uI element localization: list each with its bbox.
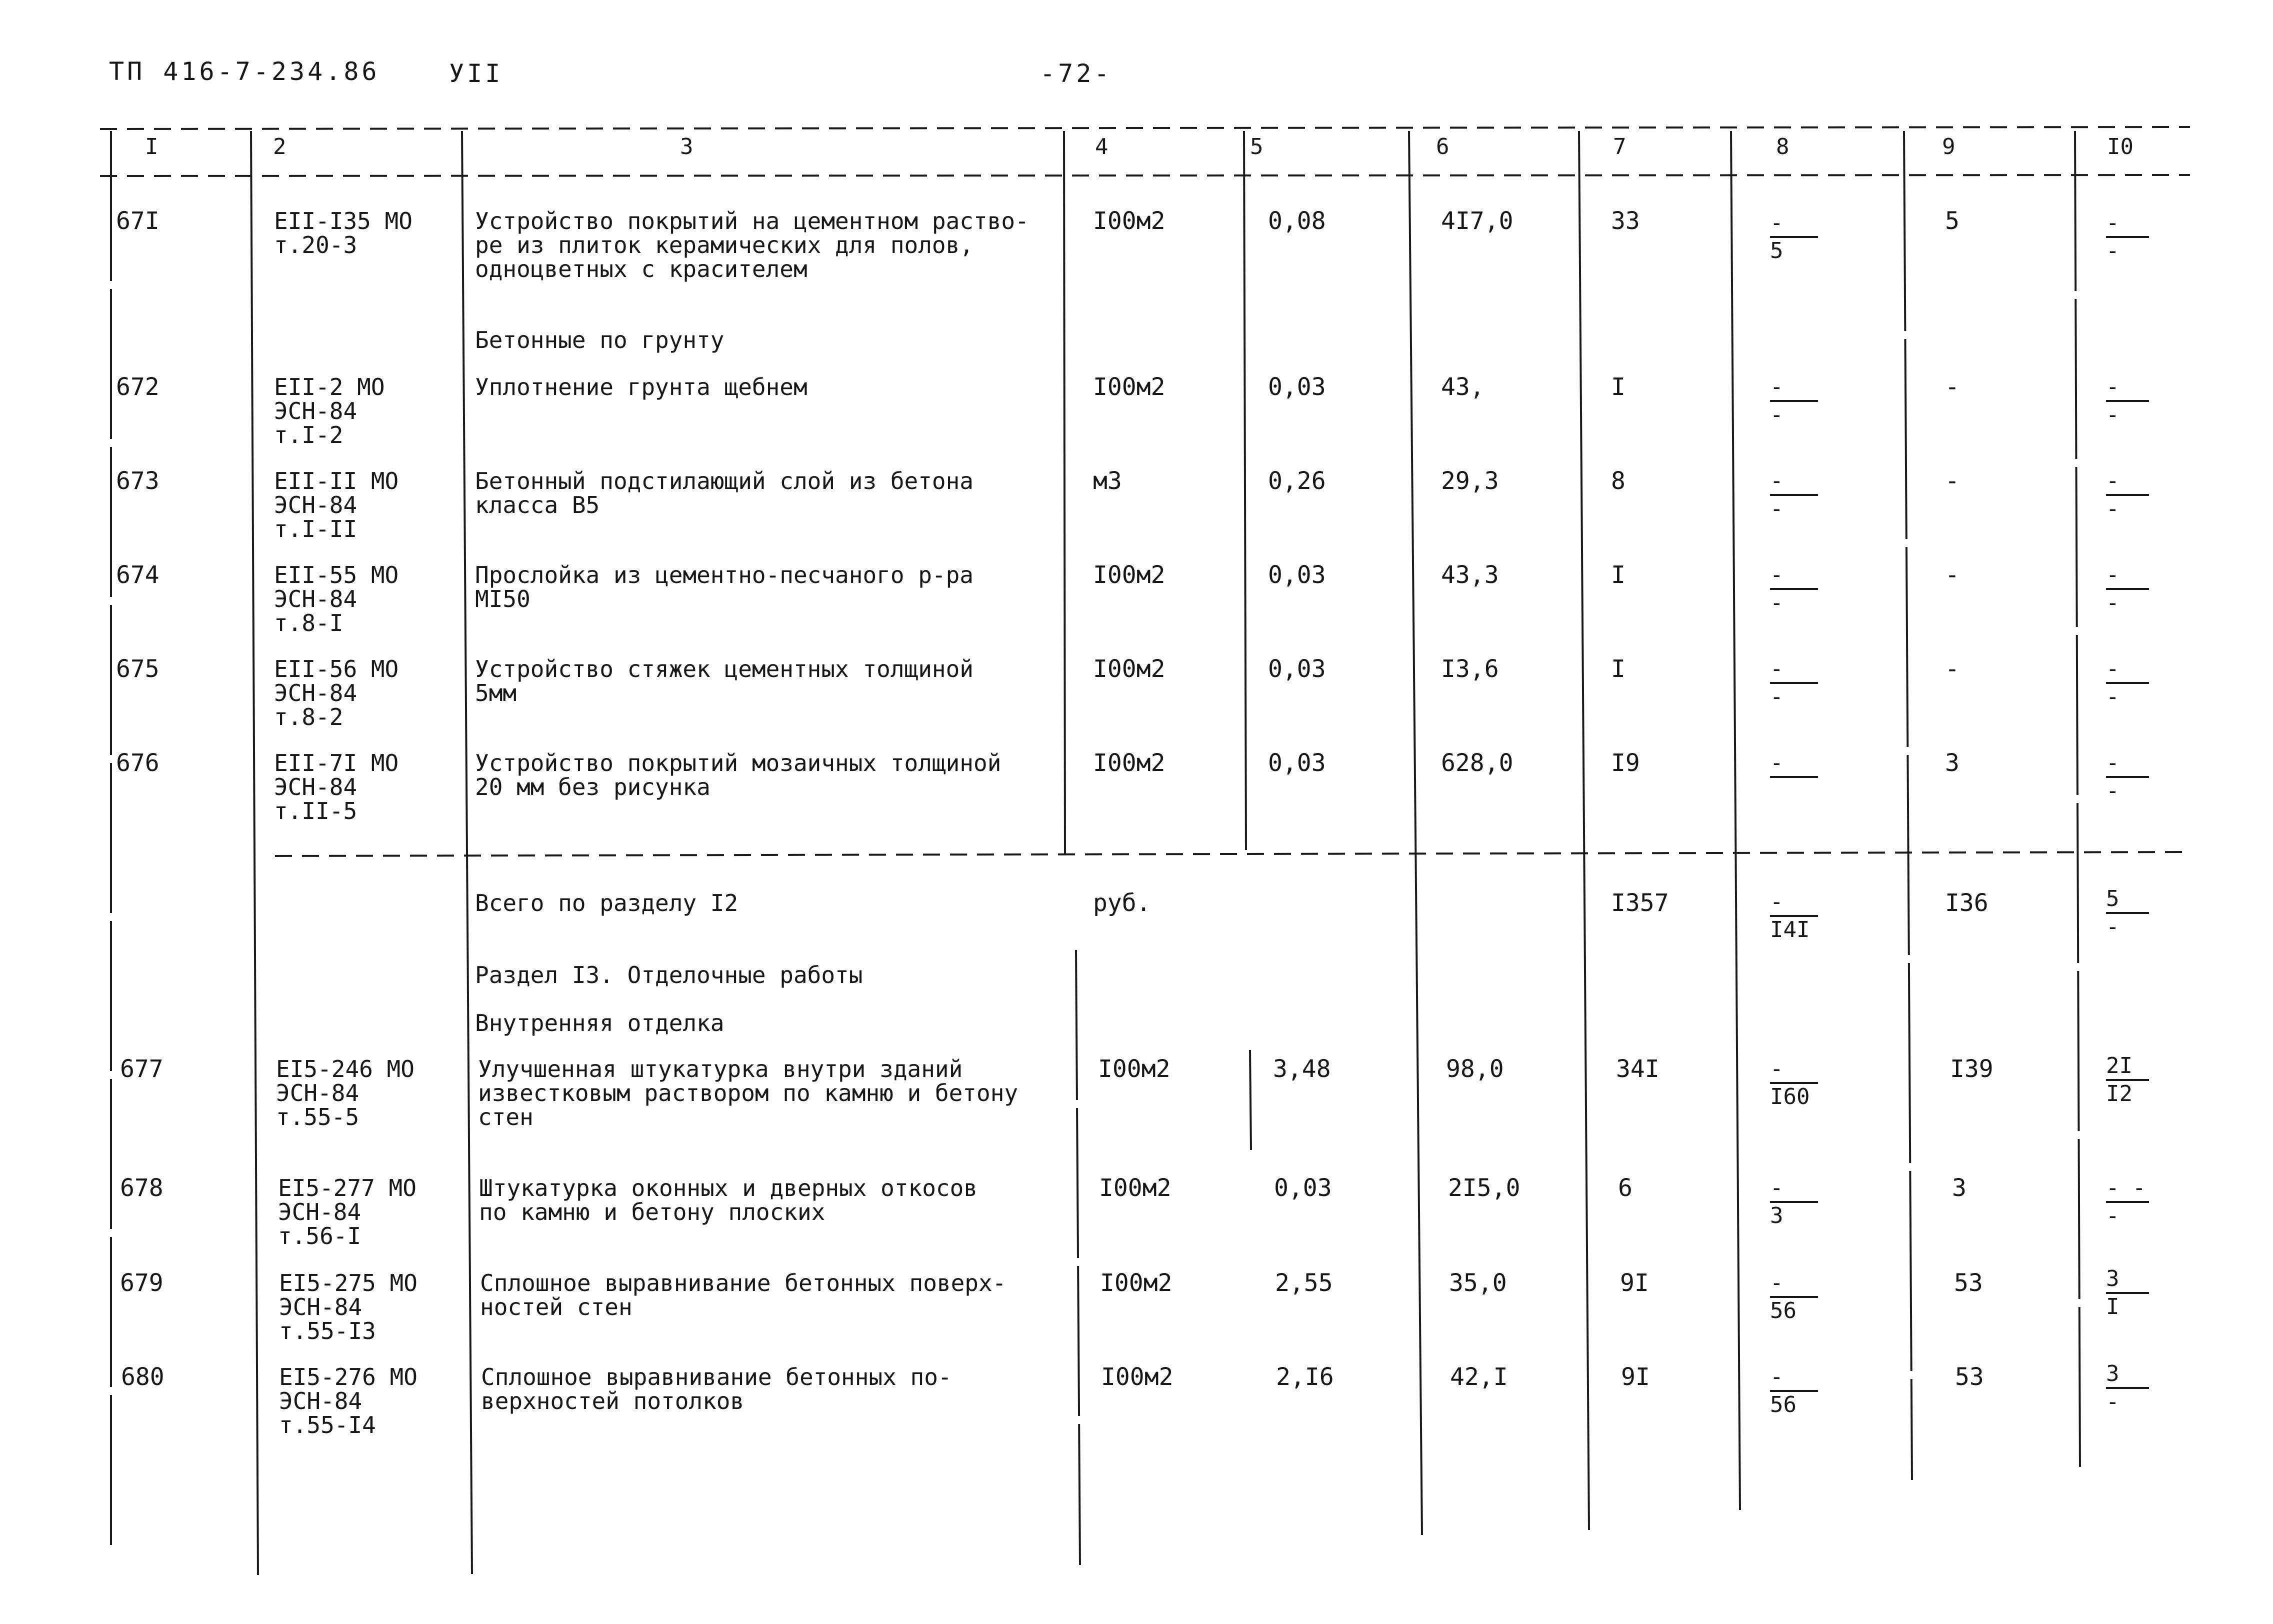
norm-code: ЕII-56 МО ЭСН-84 т.8-2 — [274, 656, 399, 730]
fraction-col10: 3 I — [2106, 1268, 2149, 1318]
quantity: 2,55 — [1275, 1269, 1333, 1297]
column-header-7: 7 — [1613, 134, 1626, 160]
norm-code: ЕII-II МО ЭСН-84 т.I-II — [274, 468, 399, 542]
fraction-col8: - — [1770, 752, 1818, 802]
norm-code: ЕI5-277 МО ЭСН-84 т.56-I — [278, 1174, 416, 1250]
section-heading: Раздел I3. Отделочные работы — [475, 962, 863, 988]
row-number: 678 — [120, 1174, 164, 1202]
total-cost: I357 — [1611, 889, 1669, 917]
row-number: 676 — [116, 749, 160, 777]
unit-price: 42,I — [1450, 1363, 1508, 1391]
col9-value: 3 — [1945, 749, 1960, 777]
norm-code: ЕII-2 МО ЭСН-84 т.I-2 — [274, 374, 385, 448]
total-cost: 33 — [1611, 207, 1640, 235]
row-number: 674 — [116, 561, 160, 589]
column-header-8: 8 — [1776, 134, 1790, 160]
col9-value: - — [1945, 467, 1960, 495]
section-separator-rule — [275, 852, 2190, 856]
unit: I00м2 — [1093, 207, 1166, 235]
col-rule-4 — [1064, 131, 1065, 855]
unit: I00м2 — [1100, 1269, 1172, 1297]
unit-price: 35,0 — [1449, 1269, 1507, 1297]
unit-price: 43,3 — [1441, 561, 1499, 589]
work-description: Устройство стяжек цементных толщиной 5мм — [475, 656, 974, 706]
norm-code: ЕI5-276 МО ЭСН-84 т.55-I4 — [279, 1364, 418, 1438]
column-header-2: 2 — [273, 134, 286, 160]
work-description: Устройство покрытий на цементном раство- ре из плиток керамических для полов, одноцветных с красителем — [475, 208, 1029, 282]
column-header-9: 9 — [1942, 134, 1956, 160]
unit: руб. — [1093, 889, 1151, 917]
work-description: Штукатурка оконных и дверных откосов по камню и бетону плоских — [479, 1174, 978, 1226]
total-cost: 9I — [1621, 1363, 1650, 1391]
fraction-col8: - - — [1770, 376, 1818, 426]
fraction-col8: - I4I — [1770, 891, 1818, 941]
unit: I00м2 — [1099, 1174, 1172, 1202]
col-rule-7 — [1579, 131, 1589, 1530]
quantity: 0,03 — [1268, 655, 1326, 683]
quantity: 0,03 — [1274, 1174, 1332, 1202]
col-rule-6 — [1409, 131, 1422, 1535]
norm-code: ЕI5-275 МО ЭСН-84 т.55-I3 — [279, 1270, 418, 1344]
fraction-col10: - - - — [2106, 1177, 2149, 1227]
col9-value: - — [1945, 655, 1960, 683]
work-description: Улучшенная штукатурка внутри зданий известковым раствором по камню и бетону стен — [478, 1056, 1018, 1130]
total-cost: 34I — [1616, 1055, 1660, 1083]
total-cost: I — [1611, 655, 1626, 683]
unit-price: 98,0 — [1446, 1055, 1504, 1083]
col9-value: - — [1945, 561, 1960, 589]
unit-price: 29,3 — [1441, 467, 1499, 495]
unit-price: 4I7,0 — [1441, 207, 1514, 235]
quantity: 2,I6 — [1276, 1363, 1334, 1391]
fraction-col10: - - — [2106, 658, 2149, 708]
column-header-6: 6 — [1436, 134, 1450, 160]
quantity: 0,26 — [1268, 467, 1326, 495]
norm-code: ЕI5-246 МО ЭСН-84 т.55-5 — [276, 1056, 414, 1130]
fraction-col10: - - — [2106, 376, 2149, 426]
column-header-10: I0 — [2107, 134, 2134, 160]
subheading: Внутренняя отделка — [475, 1010, 724, 1036]
norm-code: ЕII-7I МО ЭСН-84 т.II-5 — [274, 750, 399, 824]
col9-value: 5 — [1945, 207, 1960, 235]
col9-value: 53 — [1954, 1269, 1983, 1297]
col9-value: 53 — [1955, 1363, 1984, 1391]
total-cost: 9I — [1620, 1269, 1649, 1297]
unit: I00м2 — [1101, 1363, 1174, 1391]
work-description: Бетонный подстилающий слой из бетона класса В5 — [475, 468, 974, 518]
fraction-col10: - - — [2106, 564, 2149, 614]
norm-code: ЕII-I35 МО т.20-3 — [274, 208, 412, 258]
subheading: Бетонные по грунту — [475, 326, 724, 354]
fraction-col8: - I60 — [1770, 1058, 1818, 1108]
unit-price: 43, — [1441, 373, 1484, 401]
unit: I00м2 — [1093, 655, 1166, 683]
unit: I00м2 — [1098, 1055, 1170, 1083]
row-number: 673 — [116, 467, 160, 495]
norm-code: ЕII-55 МО ЭСН-84 т.8-I — [274, 562, 399, 636]
fraction-col10: 3 - — [2106, 1363, 2149, 1413]
quantity: 3,48 — [1273, 1055, 1331, 1083]
unit-price: I3,6 — [1441, 655, 1499, 683]
col9-value: I36 — [1945, 889, 1988, 917]
page-number: -72- — [1040, 59, 1112, 88]
row-number: 67I — [116, 207, 160, 235]
row-number: 679 — [120, 1269, 164, 1297]
header-top-rule — [100, 127, 2190, 129]
col9-value: 3 — [1952, 1174, 1966, 1202]
fraction-col10: 2I I2 — [2106, 1055, 2149, 1105]
quantity: 0,08 — [1268, 207, 1326, 235]
work-description: Сплошное выравнивание бетонных поверх- ностей стен — [480, 1270, 1006, 1320]
fraction-col8: - - — [1770, 658, 1818, 708]
quantity: 0,03 — [1268, 373, 1326, 401]
fraction-col10: - - — [2106, 752, 2149, 802]
quantity: 0,03 — [1268, 749, 1326, 777]
work-description: Прослойка из цементно-песчаного р-ра МI50 — [475, 562, 974, 612]
col-rule-5 — [1244, 131, 1246, 850]
col9-value: - — [1945, 373, 1960, 401]
unit-price: 628,0 — [1441, 749, 1514, 777]
unit: I00м2 — [1093, 561, 1166, 589]
total-cost: I — [1611, 561, 1626, 589]
col-rule-10 — [2075, 131, 2080, 1470]
row-number: 680 — [121, 1363, 164, 1391]
total-cost: 8 — [1611, 467, 1626, 495]
fraction-col10: 5 - — [2106, 888, 2149, 938]
quantity: 0,03 — [1268, 561, 1326, 589]
total-cost: I — [1611, 373, 1626, 401]
col-rule-5b — [1250, 1050, 1251, 1150]
fraction-col8: - 56 — [1770, 1366, 1818, 1416]
unit: м3 — [1093, 467, 1122, 495]
col-rule-8 — [1731, 131, 1740, 1510]
column-header-5: 5 — [1250, 134, 1264, 160]
work-description: Уплотнение грунта щебнем — [475, 374, 808, 400]
fraction-col8: - - — [1770, 564, 1818, 614]
total-cost: 6 — [1618, 1174, 1632, 1202]
summary-label: Всего по разделу I2 — [475, 890, 738, 916]
unit-price: 2I5,0 — [1448, 1174, 1520, 1202]
fraction-col10: - - — [2106, 212, 2149, 262]
fraction-col8: - 3 — [1770, 1177, 1818, 1227]
col-rule-9 — [1904, 131, 1912, 1480]
row-number: 675 — [116, 655, 160, 683]
col-rule-3 — [462, 131, 472, 1574]
column-header-4: 4 — [1095, 134, 1108, 160]
unit: I00м2 — [1093, 749, 1166, 777]
unit: I00м2 — [1093, 373, 1166, 401]
col-rule-2 — [251, 131, 258, 1575]
column-header-1: I — [145, 134, 158, 160]
col-rule-4b — [1076, 950, 1080, 1565]
fraction-col10: - - — [2106, 470, 2149, 520]
col9-value: I39 — [1950, 1055, 1994, 1083]
fraction-col8: - - — [1770, 470, 1818, 520]
document-code: ТП 416-7-234.86 — [109, 57, 380, 86]
total-cost: I9 — [1611, 749, 1640, 777]
row-number: 672 — [116, 373, 160, 401]
header-bottom-rule — [100, 175, 2190, 176]
album-number: УII — [449, 59, 504, 88]
work-description: Сплошное выравнивание бетонных по- верхностей потолков — [481, 1364, 952, 1414]
row-number: 677 — [120, 1055, 164, 1083]
fraction-col8: - 5 — [1770, 212, 1818, 262]
fraction-col8: - 56 — [1770, 1272, 1818, 1322]
work-description: Устройство покрытий мозаичных толщиной 20 мм без рисунка — [475, 750, 1002, 800]
column-header-3: 3 — [680, 134, 694, 160]
